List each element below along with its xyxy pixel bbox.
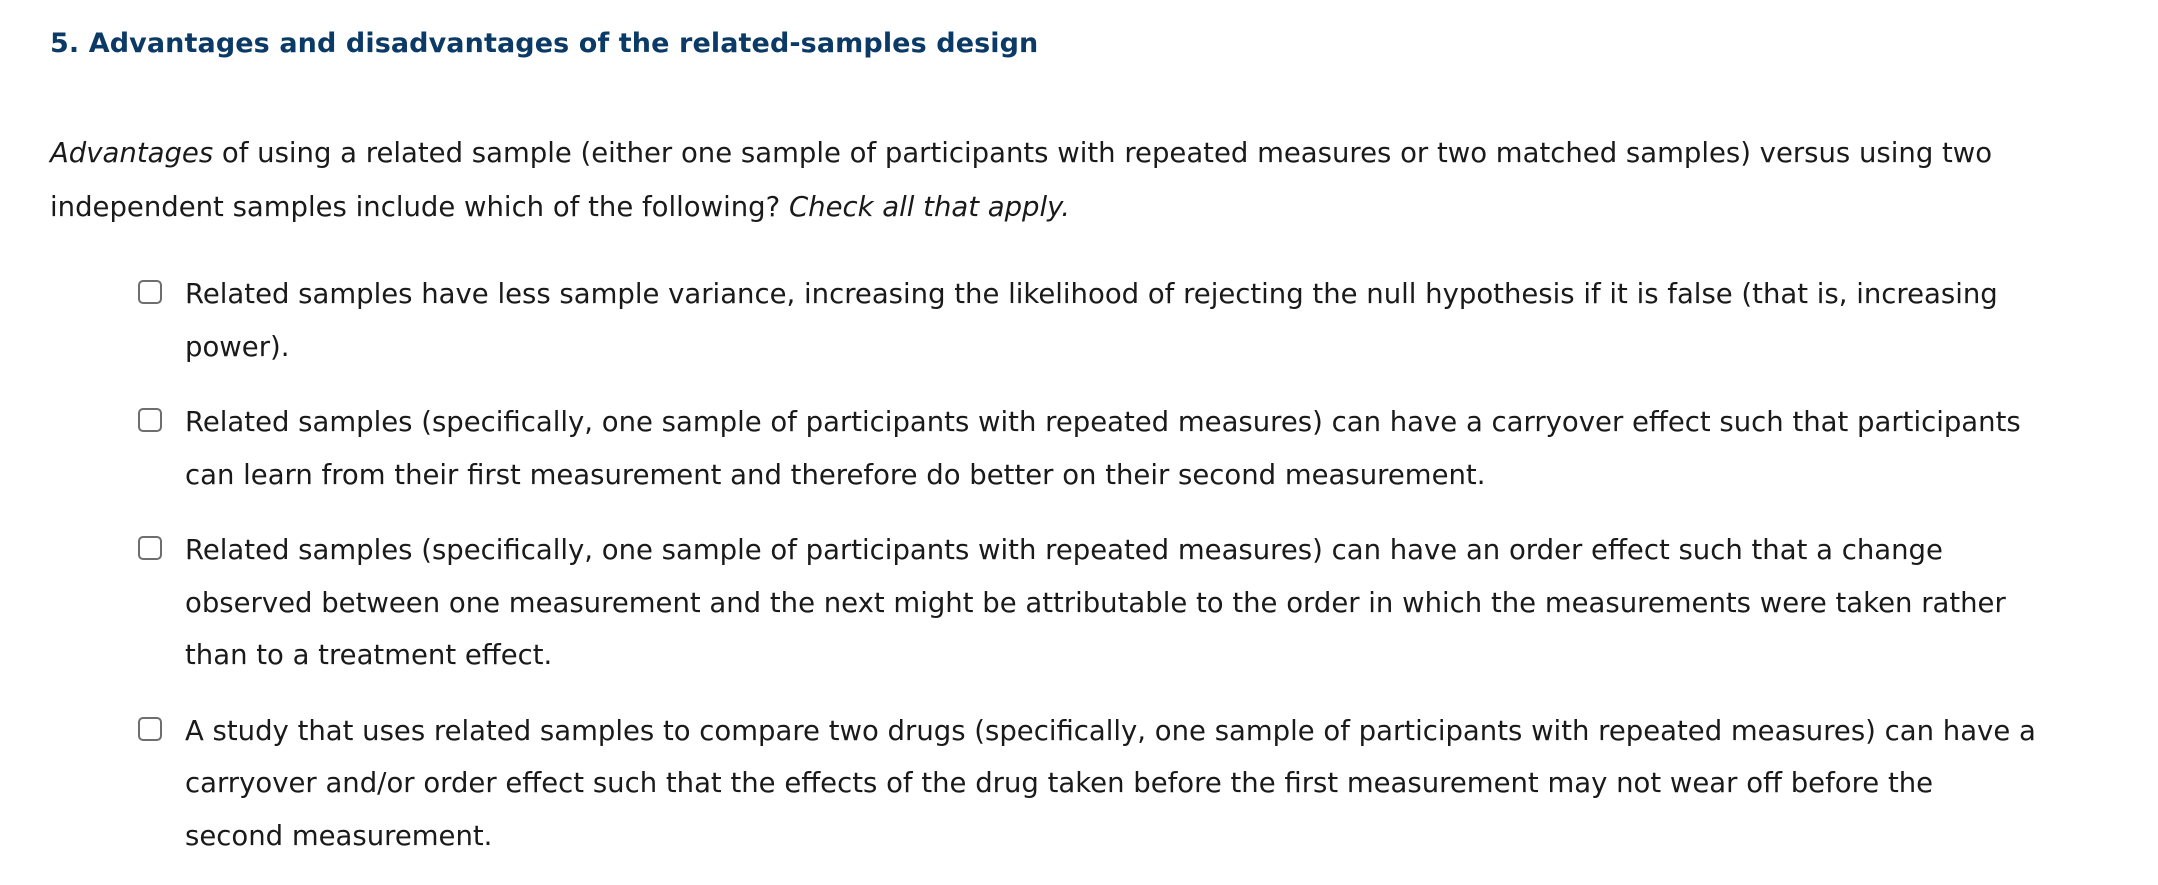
prompt-body: of using a related sample (either one sample of participants with repeated measures or two matched samples) versus using two independent samples include which of the following? <box>50 137 1993 223</box>
option-label: Related samples (specifically, one sample of participants with repeated measures) can have a carryover effect such that participants can learn from their first measurement and therefore do better on their second measurement. <box>185 406 2021 491</box>
option-checkbox[interactable] <box>138 408 162 432</box>
option-label: Related samples (specifically, one sample of participants with repeated measures) can have an order effect such that a change observed between one measurement and the next might be attributable to the order in which the measurements were taken rather than to a treatment effect. <box>185 534 2006 671</box>
option-checkbox[interactable] <box>138 536 162 560</box>
option-checkbox[interactable] <box>138 717 162 741</box>
question-prompt <box>50 126 2010 234</box>
answer-option[interactable] <box>137 705 2037 863</box>
answer-option[interactable] <box>137 268 2037 373</box>
prompt-instruction: Check all that apply. <box>788 191 1071 223</box>
prompt-lead-italic: Advantages <box>50 137 214 169</box>
answer-option[interactable] <box>137 396 2037 501</box>
option-label: Related samples have less sample variance, increasing the likelihood of rejecting the null hypothesis if it is false (that is, increasing power). <box>185 278 1998 363</box>
option-checkbox[interactable] <box>138 280 162 304</box>
option-label: A study that uses related samples to compare two drugs (specifically, one sample of participants with repeated measures) can have a carryover and/or order effect such that the effects of the drug taken before the first measurement may not wear off before the second measurement. <box>185 714 2036 852</box>
question-heading: 5. Advantages and disadvantages of the related-samples design <box>50 28 1039 59</box>
answer-options-list <box>137 268 2037 885</box>
answer-option[interactable] <box>137 524 2037 682</box>
